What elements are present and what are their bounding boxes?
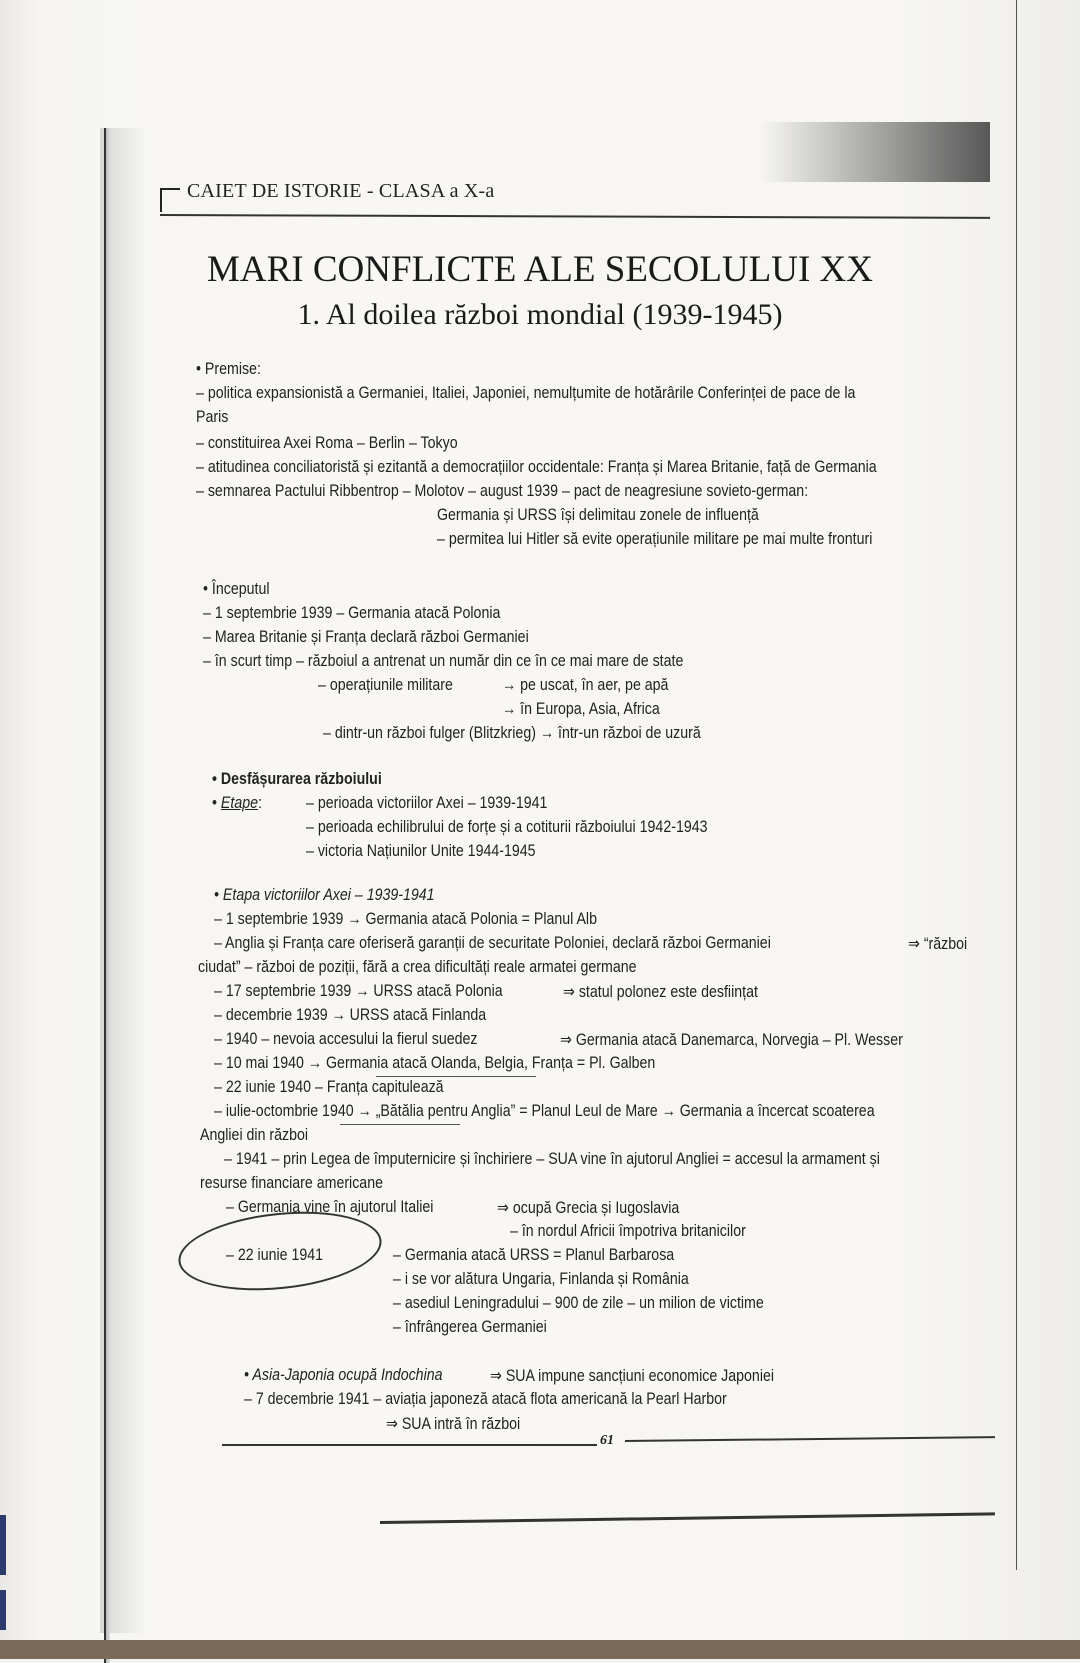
etape-colon: : bbox=[258, 794, 262, 812]
premise-item: – constituirea Axei Roma – Berlin – Tokyo bbox=[196, 434, 458, 452]
event-item: – Anglia și Franța care oferiseră garanții de securitate Poloniei, declară război Germaniei bbox=[214, 934, 771, 952]
asia-heading: • Asia-Japonia ocupă Indochina bbox=[244, 1366, 443, 1384]
premise-subitem: – permitea lui Hitler să evite operațiunile militare pe mai multe fronturi bbox=[437, 530, 873, 548]
event-result: – i se vor alătura Ungaria, Finlanda și România bbox=[393, 1270, 689, 1288]
event-item: resurse financiare americane bbox=[200, 1174, 383, 1192]
desfasurarea-heading: • Desfășurarea războiului bbox=[212, 770, 382, 788]
event-item: Angliei din război bbox=[200, 1126, 309, 1144]
event-item: – 1 septembrie 1939 → Germania atacă Polonia = Planul Alb bbox=[214, 910, 597, 928]
etape-word: Etape bbox=[220, 794, 259, 812]
event-item: – 1941 – prin Legea de împuternicire și închiriere – SUA vine în ajutorul Angliei = accesul la armament și bbox=[224, 1150, 880, 1168]
asia-result: ⇒ SUA impune sancțiuni economice Japoniei bbox=[490, 1367, 775, 1385]
inceputul-subitem: – dintr-un război fulger (Blitzkrieg) → într-un război de uzură bbox=[323, 724, 701, 742]
page-edge-line bbox=[1016, 0, 1017, 1570]
footer-rule bbox=[222, 1444, 597, 1446]
inceputul-subitem: → în Europa, Asia, Africa bbox=[502, 700, 660, 718]
section-title: 1. Al doilea război mondial (1939-1945) bbox=[297, 298, 783, 331]
bracket-decoration bbox=[160, 188, 180, 212]
etapa-item: – perioada victoriilor Axei – 1939-1941 bbox=[306, 794, 548, 812]
etapa-axei-heading: • Etapa victoriilor Axei – 1939-1941 bbox=[214, 886, 435, 904]
inceputul-item: – Marea Britanie și Franța declară război Germaniei bbox=[203, 628, 529, 646]
inceputul-heading: • Începutul bbox=[203, 580, 270, 598]
premise-subitem: Germania și URSS își delimitau zonele de influență bbox=[437, 506, 759, 524]
inceputul-item: – 1 septembrie 1939 – Germania atacă Polonia bbox=[203, 604, 501, 622]
running-header bbox=[160, 180, 990, 220]
event-result: ⇒ “război bbox=[908, 935, 968, 953]
pencil-underline bbox=[376, 1076, 536, 1077]
premise-item: Paris bbox=[196, 408, 229, 426]
page-tab bbox=[0, 1590, 6, 1630]
inceputul-item: – în scurt timp – războiul a antrenat un număr din ce în ce mai mare de state bbox=[203, 652, 684, 670]
event-item: – decembrie 1939 → URSS atacă Finlanda bbox=[214, 1006, 487, 1024]
etapa-item: – perioada echilibrului de forțe și a cotiturii războiului 1942-1943 bbox=[306, 818, 708, 836]
event-item: – 17 septembrie 1939 → URSS atacă Polonia bbox=[214, 982, 503, 1000]
premise-item: – semnarea Pactului Ribbentrop – Molotov – august 1939 – pact de neagresiune sovieto-german: bbox=[196, 482, 809, 500]
event-result: – în nordul Africii împotriva britanicilor bbox=[510, 1222, 746, 1240]
event-result: ⇒ statul polonez este desființat bbox=[563, 983, 758, 1001]
page-number: 61 bbox=[600, 1433, 614, 1448]
event-item: ciudat” – război de poziții, fără a crea dificultăți reale armatei germane bbox=[198, 958, 637, 976]
event-result: ⇒ ocupă Grecia și Iugoslavia bbox=[497, 1199, 680, 1217]
event-item: – 10 mai 1940 → Germania atacă Olanda, Belgia, Franța = Pl. Galben bbox=[214, 1054, 656, 1072]
event-result: – înfrângerea Germaniei bbox=[393, 1318, 547, 1336]
event-item: – 22 iunie 1940 – Franța capitulează bbox=[214, 1078, 444, 1096]
running-title: CAIET DE ISTORIE - CLASA a X-a bbox=[187, 180, 495, 202]
premise-item: – politica expansionistă a Germaniei, Italiei, Japoniei, nemulțumite de hotărârile Conferinței de pace de la bbox=[196, 384, 856, 402]
event-result: – Germania atacă URSS = Planul Barbarosa bbox=[393, 1246, 675, 1264]
page-tab bbox=[0, 1515, 6, 1575]
pencil-underline bbox=[340, 1124, 460, 1125]
inceputul-subitem: → pe uscat, în aer, pe apă bbox=[502, 676, 669, 694]
etape-bullet: • bbox=[212, 794, 217, 812]
event-item: – 1940 – nevoia accesului la fierul suedez bbox=[214, 1030, 478, 1048]
header-rule bbox=[160, 214, 990, 219]
inceputul-subitem: – operațiunile militare bbox=[318, 676, 453, 694]
event-date-circled: – 22 iunie 1941 bbox=[226, 1246, 324, 1264]
table-surface bbox=[0, 1640, 1080, 1659]
premise-item: – atitudinea conciliatoristă și ezitantă a democrațiilor occidentale: Franța și Marea Britanie, față de Germania bbox=[196, 458, 877, 476]
event-result: – asediul Leningradului – 900 de zile – un milion de victime bbox=[393, 1294, 764, 1312]
event-item: – Germania vine în ajutorul Italiei bbox=[226, 1198, 434, 1216]
premise-heading: • Premise: bbox=[196, 360, 261, 378]
etape-label bbox=[212, 794, 262, 813]
shadow bbox=[760, 122, 990, 182]
asia-item: – 7 decembrie 1941 – aviația japoneză atacă flota americană la Pearl Harbor bbox=[244, 1390, 727, 1408]
etapa-item: – victoria Națiunilor Unite 1944-1945 bbox=[306, 842, 536, 860]
binding-edge bbox=[104, 128, 110, 1663]
asia-item: ⇒ SUA intră în război bbox=[386, 1415, 521, 1433]
event-item: – iulie-octombrie 1940 → „Bătălia pentru Anglia” = Planul Leul de Mare → Germania a încercat scoaterea bbox=[214, 1102, 875, 1120]
event-result: ⇒ Germania atacă Danemarca, Norvegia – Pl. Wesser bbox=[560, 1031, 903, 1049]
page-title: MARI CONFLICTE ALE SECOLULUI XX bbox=[207, 249, 873, 290]
